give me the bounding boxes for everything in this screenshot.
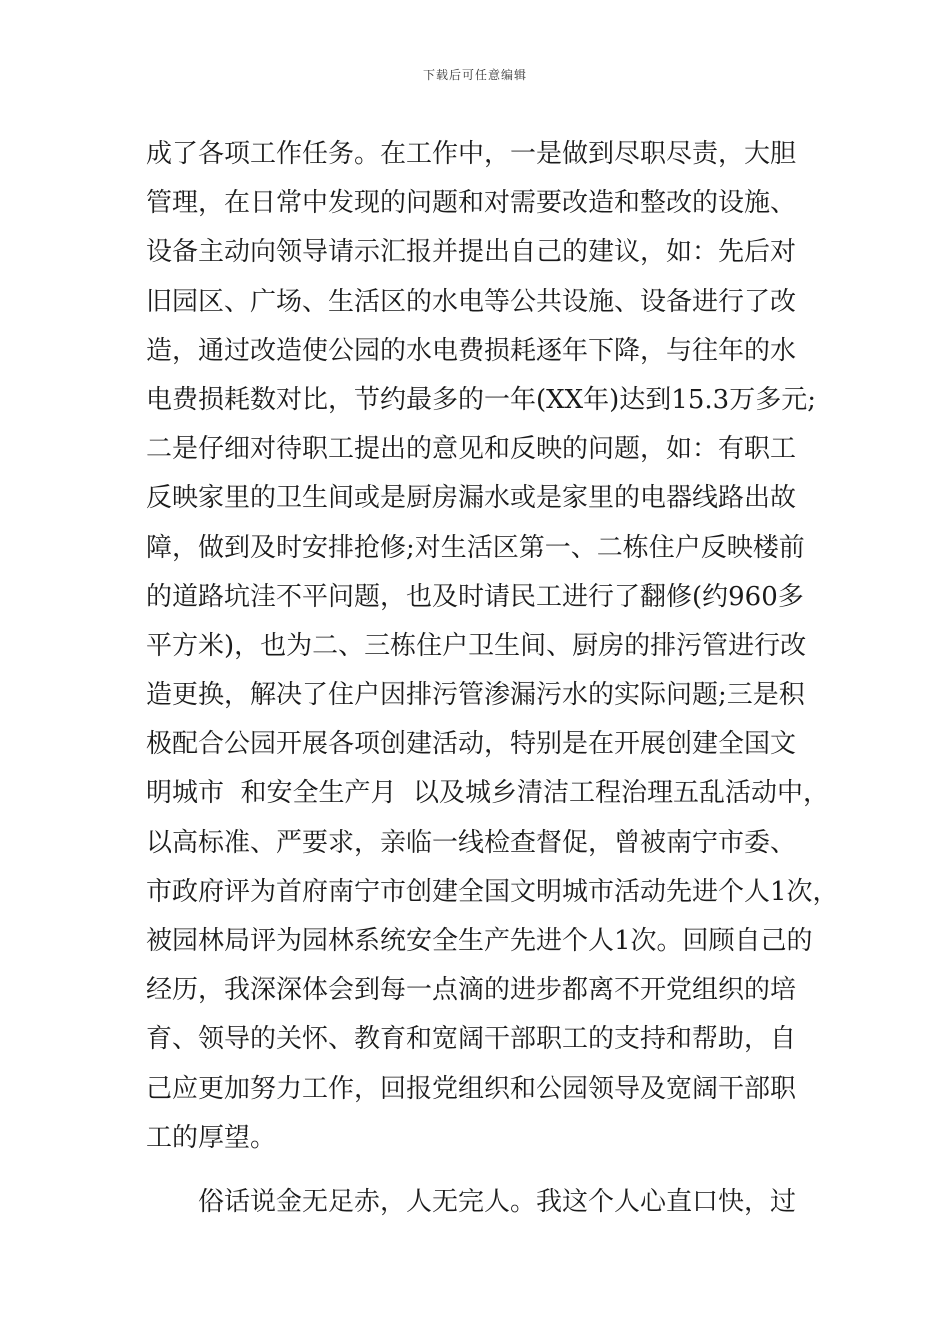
text-line: 被园林局评为园林系统安全生产先进个人1次。回顾自己的	[146, 926, 813, 956]
text-line: 育、领导的关怀、教育和宽阔干部职工的支持和帮助，自	[146, 1024, 797, 1055]
paragraph-1	[146, 130, 839, 1163]
text-line: 电费损耗数对比，节约最多的一年(XX年)达到15.3万多元;	[146, 384, 816, 415]
text-line: 以高标准、严要求，亲临一线检查督促，曾被南宁市委、	[146, 827, 797, 858]
text-line: 管理，在日常中发现的问题和对需要改造和整改的设施、	[146, 188, 797, 219]
paragraph-gap	[146, 1163, 816, 1178]
paragraph-2	[146, 1178, 816, 1227]
text-line: 成了各项工作任务。在工作中，一是做到尽职尽责，大胆	[146, 139, 797, 169]
text-line: 经历，我深深体会到每一点滴的进步都离不开党组织的培	[146, 975, 797, 1006]
text-line: 设备主动向领导请示汇报并提出自己的建议，如：先后对	[146, 237, 797, 268]
text-line: 障，做到及时安排抢修;对生活区第一、二栋住户反映楼前	[146, 532, 805, 563]
text-line: 市政府评为首府南宁市创建全国文明城市活动先进个人1次，	[146, 876, 839, 907]
document-body	[146, 130, 839, 1227]
text-line: 平方米)，也为二、三栋住户卫生间、厨房的排污管进行改	[146, 630, 807, 661]
page-header-note: 下载后可任意编辑	[422, 68, 527, 82]
text-line: 造，通过改造使公园的水电费损耗逐年下降，与往年的水	[146, 335, 797, 366]
text-line: 旧园区、广场、生活区的水电等公共设施、设备进行了改	[146, 286, 797, 317]
text-line: 二是仔细对待职工提出的意见和反映的问题，如：有职工	[146, 434, 797, 465]
text-line: 极配合公园开展各项创建活动，特别是在开展创建全国文	[146, 729, 797, 760]
text-line: 工的厚望。	[146, 1122, 277, 1153]
text-line: 俗话说金无足赤，人无完人。我这个人心直口快，过	[198, 1186, 797, 1217]
text-line: 的道路坑洼不平问题，也及时请民工进行了翻修(约960多	[146, 581, 804, 612]
text-line: 明城市 和安全生产月 以及城乡清洁工程治理五乱活动中，	[146, 778, 830, 809]
text-line: 造更换，解决了住户因排污管渗漏污水的实际问题;三是积	[146, 680, 805, 711]
text-line: 反映家里的卫生间或是厨房漏水或是家里的电器线路出故	[146, 483, 797, 514]
text-line: 己应更加努力工作，回报党组织和公园领导及宽阔干部职	[146, 1073, 797, 1104]
